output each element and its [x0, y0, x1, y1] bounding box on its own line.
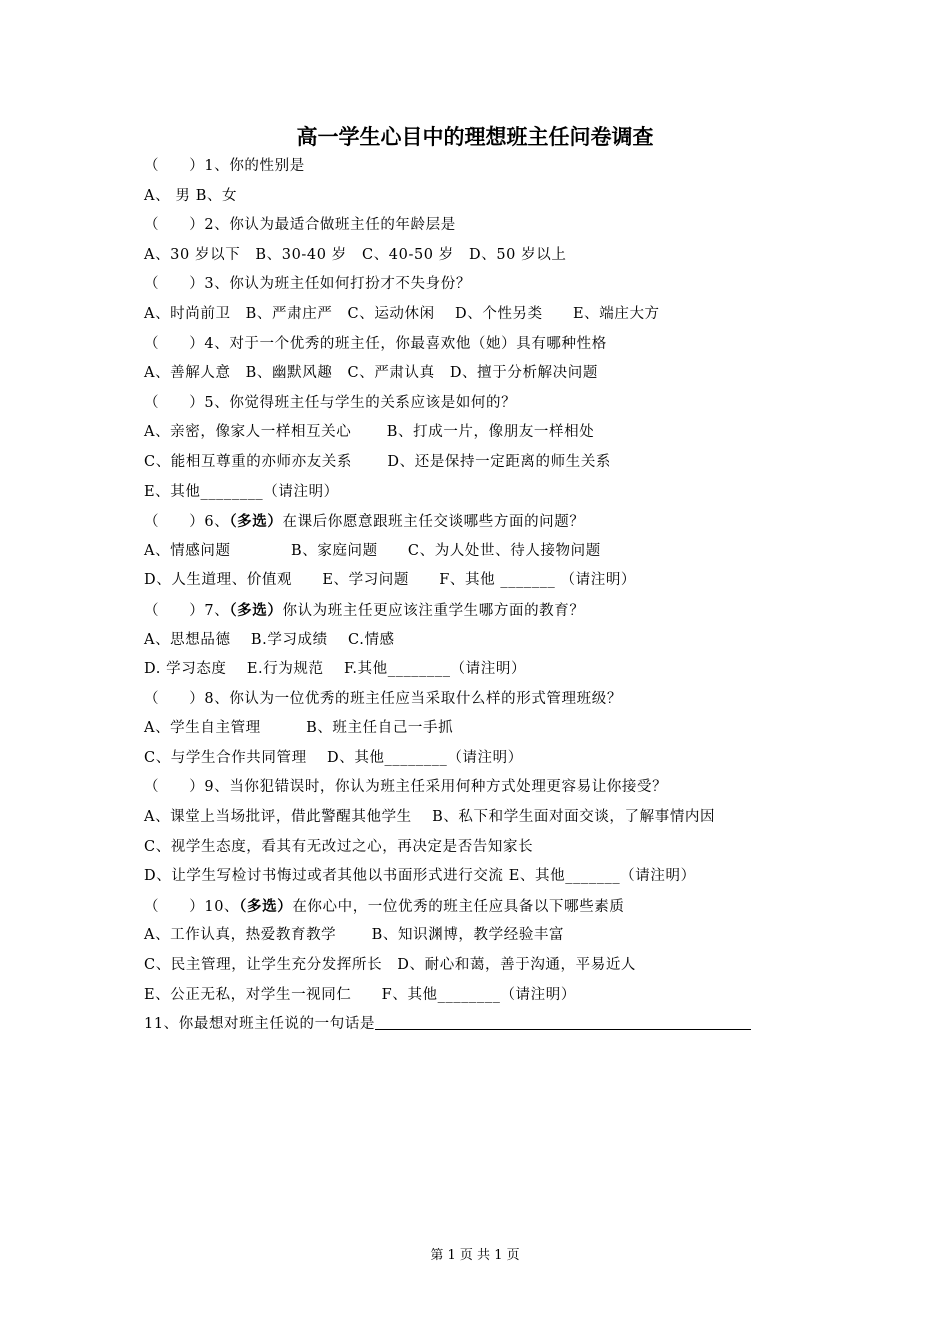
page-title: 高一学生心目中的理想班主任问卷调查 — [296, 124, 654, 149]
question-1-options: A、 男 B、女 — [144, 187, 238, 204]
question-9-options-de: D、让学生写检讨书悔过或者其他以书面形式进行交流 E、其他_______（请注明） — [144, 868, 696, 885]
question-8-options-cd: C、与学生合作共同管理 D、其他________（请注明） — [144, 749, 523, 766]
question-5: （ ）5、你觉得班主任与学生的关系应该是如何的？ — [144, 394, 517, 411]
question-4: （ ）4、对于一个优秀的班主任，你最喜欢他（她）具有哪种性格 — [144, 335, 607, 352]
question-10-text: 在你心中，一位优秀的班主任应具备以下哪些素质 — [292, 898, 625, 915]
question-10-options-ab: A、工作认真，热爱教育教学 B、知识渊博，教学经验丰富 — [144, 927, 565, 944]
question-5-options-cd: C、能相互尊重的亦师亦友关系 D、还是保持一定距离的师生关系 — [144, 453, 612, 470]
question-10-prefix: （ ）10、 — [144, 898, 240, 915]
question-9-options-ab: A、课堂上当场批评，借此警醒其他学生 B、私下和学生面对面交谈，了解事情内因 — [144, 809, 716, 826]
question-4-options: A、善解人意 B、幽默风趣 C、严肃认真 D、擅于分析解决问题 — [144, 365, 598, 382]
question-6 — [144, 507, 794, 537]
question-11 — [144, 1010, 794, 1040]
answer-blank-line — [375, 1015, 751, 1030]
question-11-text: 11、你最想对班主任说的一句话是 — [144, 1016, 376, 1033]
question-8: （ ）8、你认为一位优秀的班主任应当采取什么样的形式管理班级？ — [144, 690, 622, 707]
question-7-options-abc: A、思想品德 B.学习成绩 C.情感 — [144, 631, 395, 648]
question-5-options-ab: A、亲密，像家人一样相互关心 B、打成一片，像朋友一样相处 — [144, 424, 595, 441]
question-7-prefix: （ ）7、 — [144, 602, 230, 619]
questionnaire-body — [144, 152, 794, 1040]
question-7-text: 你认为班主任更应该注重学生哪方面的教育？ — [282, 602, 585, 619]
question-10-multi-tag: （多选） — [239, 897, 293, 915]
question-9-option-c: C、视学生态度，看其有无改过之心，再决定是否告知家长 — [144, 838, 534, 855]
question-10-options-ef: E、公正无私，对学生一视同仁 F、其他________（请注明） — [144, 986, 576, 1003]
question-7-options-def: D. 学习态度 E.行为规范 F.其他________（请注明） — [144, 661, 527, 678]
question-10 — [144, 892, 794, 922]
question-3-options: A、时尚前卫 B、严肃庄严 C、运动休闲 D、个性另类 E、端庄大方 — [144, 305, 660, 322]
question-5-option-e: E、其他________（请注明） — [144, 483, 339, 500]
question-3: （ ）3、你认为班主任如何打扮才不失身份？ — [144, 276, 471, 293]
question-6-text: 在课后你愿意跟班主任交谈哪些方面的问题？ — [282, 514, 585, 531]
question-1: （ ）1、你的性别是 — [144, 158, 305, 174]
question-6-multi-tag: （多选） — [229, 513, 283, 531]
question-6-options-abc: A、情感问题 B、家庭问题 C、为人处世、待人接物问题 — [144, 542, 601, 559]
question-6-options-def: D、人生道理、价值观 E、学习问题 F、其他 _______ （请注明） — [144, 572, 637, 589]
question-10-options-cd: C、民主管理，让学生充分发挥所长 D、耐心和蔼，善于沟通，平易近人 — [144, 957, 637, 974]
question-7 — [144, 596, 794, 626]
question-9: （ ）9、当你犯错误时，你认为班主任采用何种方式处理更容易让你接受？ — [144, 779, 668, 796]
question-2: （ ）2、你认为最适合做班主任的年龄层是 — [144, 217, 456, 234]
question-2-options: A、30 岁以下 B、30-40 岁 C、40-50 岁 D、50 岁以上 — [144, 246, 567, 263]
question-8-options-ab: A、学生自主管理 B、班主任自己一手抓 — [144, 720, 454, 737]
page-footer: 第 1 页 共 1 页 — [430, 1248, 520, 1263]
question-6-prefix: （ ）6、 — [144, 514, 230, 531]
question-7-multi-tag: （多选） — [229, 601, 283, 619]
